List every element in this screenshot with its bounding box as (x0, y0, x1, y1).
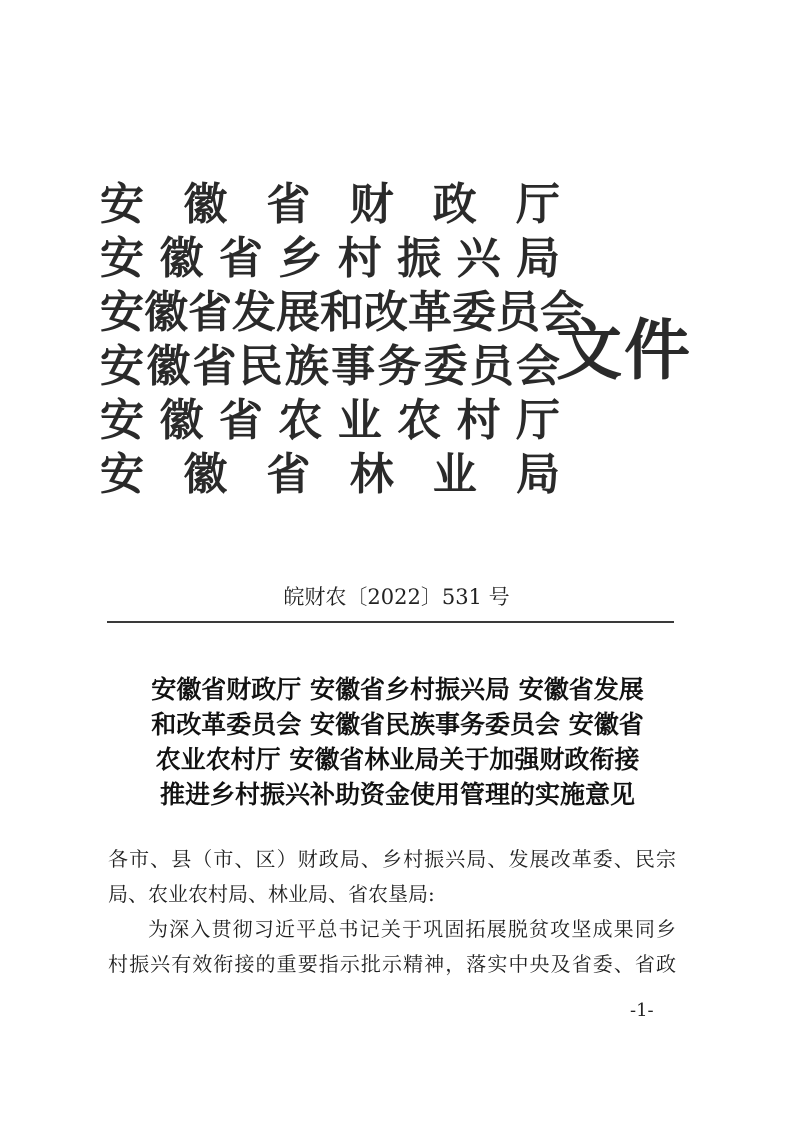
title-line: 和改革委员会 安徽省民族事务委员会 安徽省 (151, 710, 644, 739)
document-title (110, 672, 685, 812)
title-line: 安徽省财政厅 安徽省乡村振兴局 安徽省发展 (151, 675, 644, 704)
paragraph-line: 村振兴有效衔接的重要指示批示精神，落实中央及省委、省政 (108, 952, 676, 976)
document-body (108, 842, 676, 982)
header-divider (107, 621, 674, 623)
document-suffix: 文件 (556, 311, 692, 389)
recipients-line: 各市、县（市、区）财政局、乡村振兴局、发展改革委、民宗 (108, 847, 676, 871)
title-line: 农业农村厅 安徽省林业局关于加强财政衔接 (155, 745, 640, 774)
document-number: 皖财农〔2022〕531 号 (283, 585, 510, 609)
paragraph-line: 为深入贯彻习近平总书记关于巩固拓展脱贫攻坚成果同乡 (148, 917, 676, 941)
issuer-agriculture-rural-dept: 安徽省农业农村厅 (100, 395, 560, 446)
title-line: 推进乡村振兴补助资金使用管理的实施意见 (159, 780, 635, 809)
recipients-line: 局、农业农村局、林业局、省农垦局: (108, 882, 435, 906)
issuer-rural-revitalization-bureau: 安徽省乡村振兴局 (100, 233, 560, 284)
issuer-forestry-bureau: 安 徽 省 林 业 局 (100, 449, 560, 500)
issuer-development-reform-commission: 安徽省发展和改革委员会 (100, 287, 584, 338)
issuing-agencies (100, 178, 584, 502)
page-number: -1- (630, 1000, 654, 1021)
issuer-finance-dept: 安 徽 省 财 政 厅 (100, 179, 560, 230)
issuer-ethnic-affairs-commission: 安徽省民族事务委员会 (100, 341, 560, 392)
